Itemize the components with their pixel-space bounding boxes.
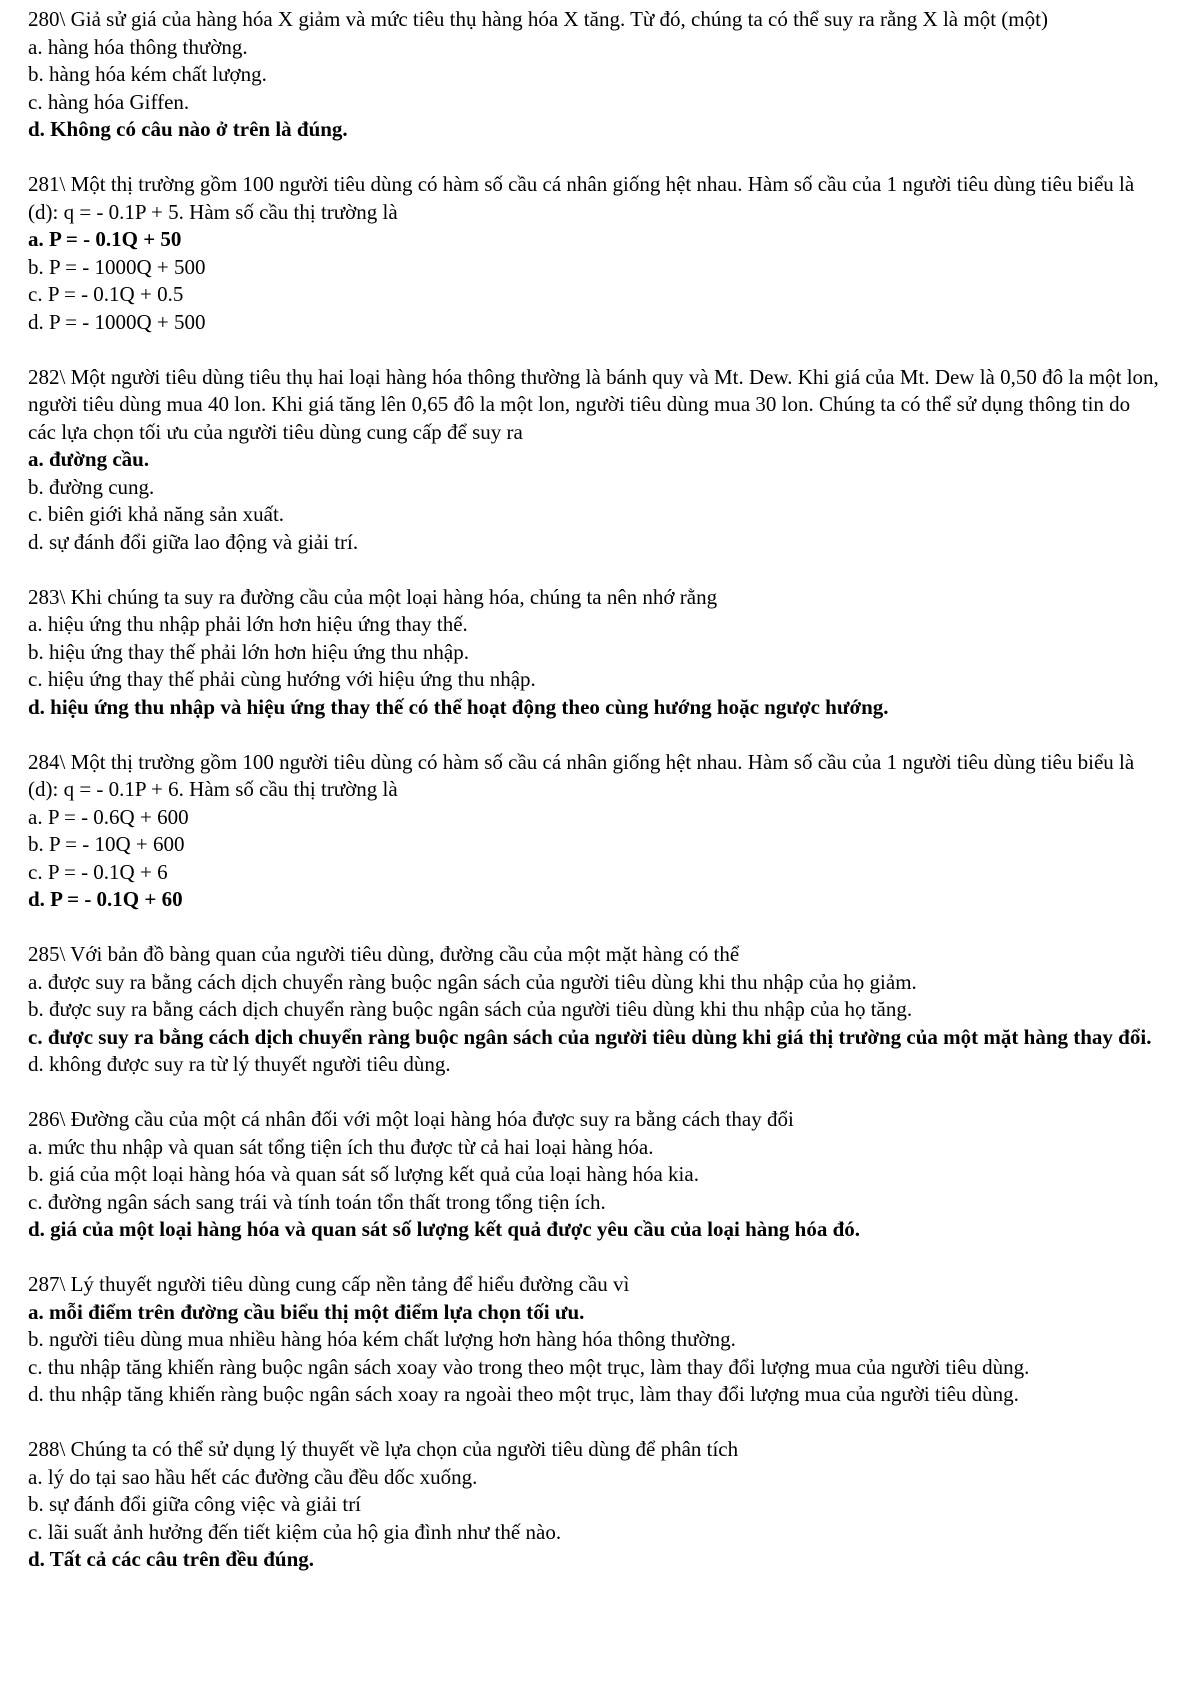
answer-option: d. thu nhập tăng khiến ràng buộc ngân sách xoay ra ngoài theo một trục, làm thay đổi lượng mua của người tiêu dùng. [28,1382,1019,1406]
answer-option: a. mỗi điểm trên đường cầu biểu thị một điểm lựa chọn tối ưu. [28,1299,585,1324]
question-stem [28,1436,1160,1464]
answer-option: c. P = - 0.1Q + 6 [28,859,168,884]
question-stem [28,941,1160,969]
answer-option: c. P = - 0.1Q + 0.5 [28,282,184,306]
question-number: 284\ [28,749,66,774]
question-block [28,364,1160,557]
question-block [28,1436,1160,1574]
answer-option: c. lãi suất ảnh hưởng đến tiết kiệm của hộ gia đình như thế nào. [28,1519,562,1544]
answer-option: c. hiệu ứng thay thế phải cùng hướng với hiệu ứng thu nhập. [28,667,536,691]
question-stem-text: Lý thuyết người tiêu dùng cung cấp nền tảng để hiểu đường cầu vì [70,1272,630,1296]
answer-option: d. P = - 0.1Q + 60 [28,887,183,911]
answer-option: c. đường ngân sách sang trái và tính toán tổn thất trong tổng tiện ích. [28,1189,606,1214]
question-options [28,226,1160,336]
answer-option: b. người tiêu dùng mua nhiều hàng hóa kém chất lượng hơn hàng hóa thông thường. [28,1327,736,1351]
question-number: 286\ [28,1107,66,1131]
question-options [28,611,1160,721]
answer-option: a. P = - 0.1Q + 50 [28,227,182,251]
question-stem [28,6,1160,34]
question-stem-text: Đường cầu của một cá nhân đối với một loại hàng hóa được suy ra bằng cách thay đổi [70,1107,794,1131]
answer-option: d. Tất cả các câu trên đều đúng. [28,1547,315,1571]
question-stem-text: Chúng ta có thể sử dụng lý thuyết về lựa chọn của người tiêu dùng để phân tích [70,1437,739,1461]
answer-option: d. hiệu ứng thu nhập và hiệu ứng thay thế có thể hoạt động theo cùng hướng hoặc ngược hướng. [28,694,889,719]
question-options [28,1464,1160,1574]
question-number: 280\ [28,7,66,31]
answer-option: c. thu nhập tăng khiến ràng buộc ngân sách xoay vào trong theo một trục, làm thay đổi lượng mua của người tiêu dùng. [28,1354,1030,1379]
answer-option: d. Không có câu nào ở trên là đúng. [28,117,348,141]
answer-option: b. P = - 10Q + 600 [28,832,185,856]
question-stem [28,584,1160,612]
answer-option: b. hiệu ứng thay thế phải lớn hơn hiệu ứng thu nhập. [28,639,469,664]
question-stem-text: Một thị trường gồm 100 người tiêu dùng có hàm số cầu cá nhân giống hệt nhau. Hàm số cầu của 1 người tiêu dùng tiêu biểu là (d): q = - 0.1P + 6. Hàm số cầu thị trường là [28,749,1135,801]
answer-option: b. đường cung. [28,474,155,499]
question-block [28,584,1160,722]
document-page [28,6,1160,1574]
question-block [28,941,1160,1079]
question-stem [28,749,1160,804]
answer-option: d. giá của một loại hàng hóa và quan sát số lượng kết quả được yêu cầu của loại hàng hóa đó. [28,1217,861,1241]
question-options [28,446,1160,556]
question-number: 287\ [28,1272,66,1296]
question-stem-text: Một thị trường gồm 100 người tiêu dùng có hàm số cầu cá nhân giống hệt nhau. Hàm số cầu của 1 người tiêu dùng tiêu biểu là (d): q = - 0.1P + 5. Hàm số cầu thị trường là [28,172,1135,224]
question-stem-text: Khi chúng ta suy ra đường cầu của một loại hàng hóa, chúng ta nên nhớ rằng [70,584,718,609]
question-stem-text: Một người tiêu dùng tiêu thụ hai loại hàng hóa thông thường là bánh quy và Mt. Dew. Khi giá của Mt. Dew là 0,50 đô la một lon, người tiêu dùng mua 40 lon. Khi giá tăng lên 0,65 đô la một lon, người tiêu dùng mua 30 lon. Chúng ta có thể sử dụng thông tin do các lựa chọn tối ưu của người tiêu dùng cung cấp để suy ra [28,364,1159,444]
question-stem [28,1106,1160,1134]
answer-option: a. được suy ra bằng cách dịch chuyển ràng buộc ngân sách của người tiêu dùng khi thu nhập của họ giảm. [28,969,917,994]
answer-option: b. hàng hóa kém chất lượng. [28,62,267,86]
answer-option: a. hàng hóa thông thường. [28,34,248,59]
answer-option: a. lý do tại sao hầu hết các đường cầu đều dốc xuống. [28,1464,478,1489]
answer-option: b. giá của một loại hàng hóa và quan sát số lượng kết quả của loại hàng hóa kia. [28,1162,699,1186]
question-number: 283\ [28,584,66,609]
answer-option: b. sự đánh đổi giữa công việc và giải trí [28,1492,362,1516]
question-stem-text: Với bản đồ bàng quan của người tiêu dùng, đường cầu của một mặt hàng có thể [70,942,740,966]
question-number: 288\ [28,1437,66,1461]
question-options [28,969,1160,1079]
answer-option: c. được suy ra bằng cách dịch chuyển ràng buộc ngân sách của người tiêu dùng khi giá thị trường của một mặt hàng thay đổi. [28,1024,1152,1049]
question-stem [28,1271,1160,1299]
question-options [28,804,1160,914]
answer-option: d. không được suy ra từ lý thuyết người tiêu dùng. [28,1052,451,1076]
question-options [28,1134,1160,1244]
answer-option: b. được suy ra bằng cách dịch chuyển ràng buộc ngân sách của người tiêu dùng khi thu nhập của họ tăng. [28,997,913,1021]
question-block [28,1271,1160,1409]
answer-option: c. hàng hóa Giffen. [28,89,190,114]
question-number: 282\ [28,364,66,389]
question-block [28,749,1160,914]
question-list [28,6,1160,1574]
question-number: 285\ [28,942,66,966]
answer-option: a. đường cầu. [28,447,150,471]
question-block [28,1106,1160,1244]
question-stem [28,171,1160,226]
answer-option: d. P = - 1000Q + 500 [28,309,206,334]
question-options [28,1299,1160,1409]
question-block [28,171,1160,336]
question-block [28,6,1160,144]
question-stem-text: Giả sử giá của hàng hóa X giảm và mức tiêu thụ hàng hóa X tăng. Từ đó, chúng ta có thể suy ra rằng X là một (một) [70,7,1048,31]
answer-option: a. hiệu ứng thu nhập phải lớn hơn hiệu ứng thay thế. [28,612,468,636]
answer-option: c. biên giới khả năng sản xuất. [28,502,285,526]
question-number: 281\ [28,172,66,196]
answer-option: d. sự đánh đổi giữa lao động và giải trí. [28,529,359,554]
question-stem [28,364,1160,447]
question-options [28,34,1160,144]
answer-option: b. P = - 1000Q + 500 [28,254,206,279]
answer-option: a. mức thu nhập và quan sát tổng tiện ích thu được từ cả hai loại hàng hóa. [28,1134,654,1159]
answer-option: a. P = - 0.6Q + 600 [28,804,189,829]
